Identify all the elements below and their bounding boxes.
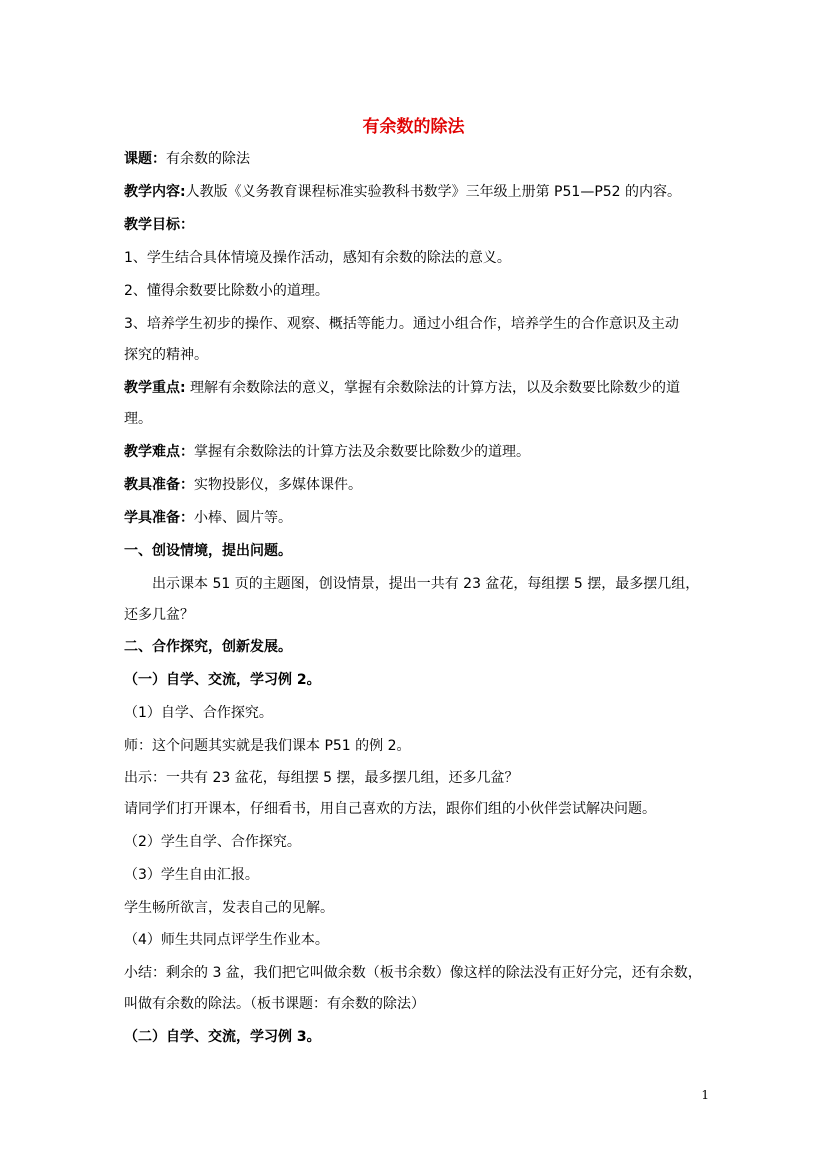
line-text: 请同学们打开课本，仔细看书，用自己喜欢的方法，跟你们组的小伙伴尝试解决问题。 [124,801,656,817]
line-label: 教学重点: [124,380,186,396]
text-line [124,248,714,268]
line-label: 教学难点： [124,444,194,460]
text-line [124,149,714,169]
text-line [124,475,714,495]
text-line [124,799,714,819]
line-text: 人教版《义务教育课程标准实验教科书数学》三年级上册第 P51—P52 的内容。 [185,184,682,200]
line-text: 理。 [124,411,152,427]
subsection-heading [124,1027,714,1047]
section-heading [124,541,714,561]
text-line [124,703,714,723]
line-text: 有余数的除法 [166,151,250,167]
text-line [124,215,714,235]
line-label: （一）自学、交流，学习例 2。 [124,672,321,688]
text-line [124,994,714,1014]
document-title: 有余数的除法 [362,117,465,137]
line-text: 探究的精神。 [124,347,208,363]
text-line [124,963,714,983]
line-text: 2、懂得余数要比除数小的道理。 [124,283,329,299]
text-line [152,574,742,594]
line-text: 师：这个问题其实就是我们课本 P51 的例 2。 [124,738,411,754]
text-line [124,314,714,334]
line-label: 学具准备： [124,510,194,526]
text-line [124,898,714,918]
line-text: 叫做有余数的除法。（板书课题：有余数的除法） [124,996,425,1012]
line-text: 出示课本 51 页的主题图，创设情景，提出一共有 23 盆花，每组摆 5 摆，最多摆几组， [152,576,700,592]
line-text: 1、学生结合具体情境及操作活动，感知有余数的除法的意义。 [124,250,511,266]
line-text: （1）自学、合作探究。 [124,705,273,721]
line-label: 教具准备： [124,477,194,493]
text-line [124,281,714,301]
page-number: 1 [701,1088,709,1102]
text-line [124,508,714,528]
line-text: 掌握有余数除法的计算方法及余数要比除数少的道理。 [194,444,530,460]
text-line [124,605,714,625]
text-line [124,736,714,756]
text-line [124,409,714,429]
text-line [124,768,714,788]
line-text: 还多几盆？ [124,607,194,623]
line-text: 学生畅所欲言，发表自己的见解。 [124,900,334,916]
line-text: （3）学生自由汇报。 [124,867,259,883]
line-text: （2）学生自学、合作探究。 [124,834,301,850]
line-label: 一、创设情境，提出问题。 [124,543,292,559]
text-line [124,442,714,462]
line-text: （4）师生共同点评学生作业本。 [124,932,329,948]
line-text: 3、培养学生初步的操作、观察、概括等能力。通过小组合作，培养学生的合作意识及主动 [124,316,679,332]
text-line [124,378,714,398]
subsection-heading [124,670,714,690]
line-label: 教学内容: [124,184,186,200]
line-text: 小结：剩余的 3 盆，我们把它叫做余数（板书余数）像这样的除法没有正好分完，还有余数， [124,965,702,981]
text-line [124,345,714,365]
line-text: 实物投影仪，多媒体课件。 [194,477,362,493]
text-line [124,865,714,885]
text-line [124,832,714,852]
line-label: 课题： [124,151,166,167]
line-label: 二、合作探究，创新发展。 [124,639,292,655]
line-label: （二）自学、交流，学习例 3。 [124,1029,321,1045]
line-text: 出示：一共有 23 盆花，每组摆 5 摆，最多摆几组，还多几盆？ [124,770,519,786]
line-text: 小棒、圆片等。 [194,510,292,526]
section-heading [124,637,714,657]
line-label: 教学目标： [124,217,194,233]
text-line [124,930,714,950]
text-line [124,182,714,202]
line-text: 理解有余数除法的意义，掌握有余数除法的计算方法，以及余数要比除数少的道 [185,380,681,396]
